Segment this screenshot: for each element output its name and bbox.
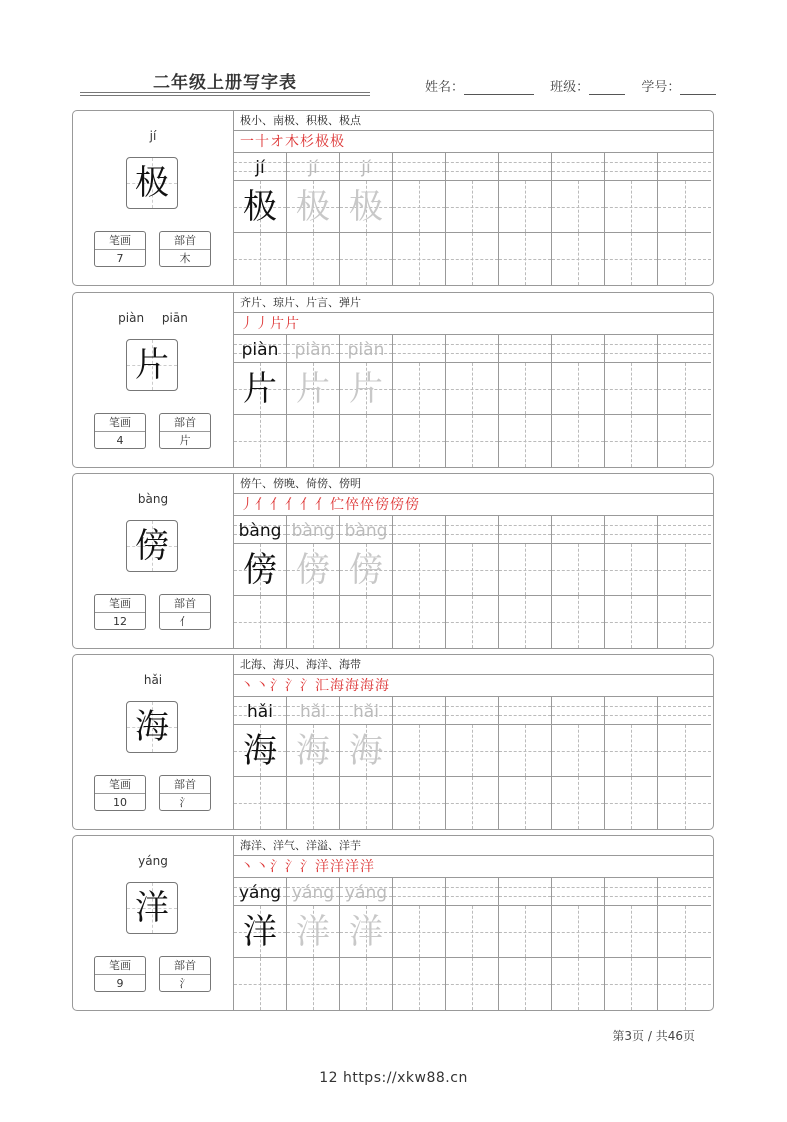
stroke-count-value: 12 <box>113 615 127 628</box>
radical-value: 木 <box>179 252 191 265</box>
name-field[interactable] <box>425 76 534 95</box>
blank-writing-cell[interactable] <box>658 777 711 829</box>
blank-writing-cell[interactable] <box>658 958 711 1010</box>
character-writing-cell[interactable] <box>446 906 499 958</box>
character-pinyin: bàng <box>137 492 169 506</box>
stroke-step: 亻 <box>270 497 284 513</box>
pinyin-trace: piàn <box>294 340 332 360</box>
pinyin-trace: hǎi <box>353 702 379 722</box>
footer-url: 12 https://xkw88.cn <box>319 1070 468 1086</box>
character-writing-cell[interactable] <box>340 906 393 958</box>
practice-panel <box>234 655 713 829</box>
stroke-step: 丶 <box>255 859 269 875</box>
radical-box <box>159 956 211 992</box>
character-pinyin: jí <box>149 129 157 143</box>
character-trace: 极 <box>296 187 330 227</box>
pinyin-writing-cell[interactable] <box>287 335 340 363</box>
pinyin-trace: hǎi <box>300 702 326 722</box>
stroke-step: 倅 <box>345 497 359 513</box>
blank-writing-cell[interactable] <box>552 596 605 648</box>
character-sample: 洋 <box>243 912 277 952</box>
radical-label: 部首 <box>160 414 210 432</box>
character-pinyin: yáng <box>138 854 168 868</box>
pinyin-writing-cell[interactable] <box>552 516 605 544</box>
stroke-step: 傍 <box>405 497 419 513</box>
pinyin-sample: piàn <box>241 340 279 360</box>
pinyin-trace: piàn <box>347 340 385 360</box>
name-blank[interactable] <box>464 80 534 95</box>
character-card <box>72 110 714 286</box>
pinyin-writing-cell[interactable] <box>340 516 393 544</box>
character-writing-cell[interactable] <box>393 906 446 958</box>
character-writing-cell[interactable] <box>658 181 711 233</box>
stroke-step: 氵 <box>285 859 299 875</box>
pinyin-writing-cell[interactable] <box>340 335 393 363</box>
blank-writing-cell[interactable] <box>499 233 552 285</box>
pinyin-writing-cell[interactable] <box>446 335 499 363</box>
id-label: 学号： <box>641 80 681 95</box>
writing-grid <box>234 153 713 285</box>
character-writing-cell[interactable] <box>552 363 605 415</box>
character-writing-cell[interactable] <box>658 544 711 596</box>
stroke-step: 海 <box>345 678 359 694</box>
character-writing-cell[interactable] <box>499 181 552 233</box>
character-writing-cell[interactable] <box>287 363 340 415</box>
page-number: 第3页 / 共46页 <box>612 1029 695 1043</box>
stroke-order-row <box>234 675 713 697</box>
stroke-step: 洋 <box>315 859 329 875</box>
blank-writing-cell[interactable] <box>658 233 711 285</box>
pinyin-trace: bàng <box>344 521 388 541</box>
radical-box <box>159 594 211 630</box>
character-info-panel <box>73 655 234 829</box>
stroke-step: 一 <box>240 134 254 150</box>
stroke-count-label: 笔画 <box>95 414 145 432</box>
character-writing-cell[interactable] <box>658 725 711 777</box>
pinyin-writing-cell[interactable] <box>340 153 393 181</box>
blank-writing-cell[interactable] <box>446 233 499 285</box>
practice-panel <box>234 111 713 285</box>
pinyin-writing-cell[interactable] <box>446 516 499 544</box>
blank-writing-cell[interactable] <box>552 777 605 829</box>
writing-grid <box>234 335 713 467</box>
character-card <box>72 473 714 649</box>
pinyin-writing-cell[interactable] <box>605 516 658 544</box>
character-writing-cell[interactable] <box>658 906 711 958</box>
pinyin-writing-cell[interactable] <box>287 697 340 725</box>
radical-box <box>159 413 211 449</box>
blank-writing-cell[interactable] <box>658 596 711 648</box>
stroke-step: 亻 <box>300 497 314 513</box>
example-words: 海洋、洋气、洋溢、洋芋 <box>234 836 713 856</box>
id-blank[interactable] <box>680 80 716 95</box>
character-sample: 片 <box>243 369 277 409</box>
stroke-count-value: 7 <box>116 252 124 265</box>
character-display-box <box>126 520 178 572</box>
stroke-count-label: 笔画 <box>95 232 145 250</box>
pinyin-writing-cell[interactable] <box>658 335 711 363</box>
pinyin-writing-cell[interactable] <box>393 335 446 363</box>
character-writing-cell[interactable] <box>234 544 287 596</box>
character-glyph: 傍 <box>135 526 169 566</box>
character-writing-cell[interactable] <box>393 544 446 596</box>
class-blank[interactable] <box>589 80 625 95</box>
radical-label: 部首 <box>160 776 210 794</box>
example-words: 齐片、琼片、片言、弹片 <box>234 293 713 313</box>
character-display-box <box>126 701 178 753</box>
blank-writing-cell[interactable] <box>605 596 658 648</box>
stroke-step: 木 <box>285 134 299 150</box>
character-writing-cell[interactable] <box>605 544 658 596</box>
blank-writing-cell[interactable] <box>552 233 605 285</box>
practice-panel <box>234 293 713 467</box>
blank-writing-cell[interactable] <box>393 777 446 829</box>
pinyin-trace: jí <box>361 158 371 178</box>
radical-value: 氵 <box>179 796 191 809</box>
pinyin-writing-cell[interactable] <box>287 516 340 544</box>
stroke-step: オ <box>270 134 284 150</box>
stroke-count-box <box>94 956 146 992</box>
stroke-step: 氵 <box>300 859 314 875</box>
character-writing-cell[interactable] <box>446 181 499 233</box>
class-label: 班级： <box>550 80 590 95</box>
stroke-step: 氵 <box>300 678 314 694</box>
blank-writing-cell[interactable] <box>234 233 287 285</box>
stroke-step: 片 <box>285 316 299 332</box>
character-writing-cell[interactable] <box>499 544 552 596</box>
stroke-step: 片 <box>270 316 284 332</box>
character-glyph: 洋 <box>135 888 169 928</box>
blank-writing-cell[interactable] <box>393 958 446 1010</box>
stroke-step: 丿 <box>255 316 269 332</box>
pinyin-writing-cell[interactable] <box>605 878 658 906</box>
pinyin-sample: hǎi <box>247 702 273 722</box>
blank-writing-cell[interactable] <box>287 415 340 467</box>
pinyin-writing-cell[interactable] <box>499 335 552 363</box>
character-writing-cell[interactable] <box>552 906 605 958</box>
stroke-step: 亻 <box>315 497 329 513</box>
pinyin-trace: yáng <box>344 883 388 903</box>
practice-panel <box>234 474 713 648</box>
radical-label: 部首 <box>160 232 210 250</box>
character-info-panel <box>73 836 234 1010</box>
blank-writing-cell[interactable] <box>446 958 499 1010</box>
stroke-step: 汇 <box>315 678 329 694</box>
pinyin-writing-cell[interactable] <box>658 516 711 544</box>
pinyin-writing-cell[interactable] <box>658 878 711 906</box>
character-writing-cell[interactable] <box>287 181 340 233</box>
stroke-count-value: 9 <box>116 977 124 990</box>
character-writing-cell[interactable] <box>605 181 658 233</box>
writing-grid <box>234 697 713 829</box>
pinyin-writing-cell[interactable] <box>340 697 393 725</box>
blank-writing-cell[interactable] <box>287 958 340 1010</box>
stroke-count-label: 笔画 <box>95 957 145 975</box>
character-writing-cell[interactable] <box>234 181 287 233</box>
character-pinyin: hǎi <box>143 673 163 687</box>
character-display-box <box>126 882 178 934</box>
character-pinyin: piàn piān <box>118 311 188 325</box>
character-writing-cell[interactable] <box>552 725 605 777</box>
character-writing-cell[interactable] <box>446 363 499 415</box>
character-card <box>72 835 714 1011</box>
stroke-step: 倅 <box>360 497 374 513</box>
page-title: 二年级上册写字表 <box>153 73 297 93</box>
stroke-step: 氵 <box>285 678 299 694</box>
blank-writing-cell[interactable] <box>605 233 658 285</box>
blank-writing-cell[interactable] <box>605 958 658 1010</box>
pinyin-writing-cell[interactable] <box>234 153 287 181</box>
stroke-step: 亻 <box>255 497 269 513</box>
title-underline-2 <box>80 95 370 96</box>
pinyin-writing-cell[interactable] <box>446 697 499 725</box>
practice-panel <box>234 836 713 1010</box>
pinyin-writing-cell[interactable] <box>446 153 499 181</box>
blank-writing-cell[interactable] <box>340 233 393 285</box>
stroke-step: 丶 <box>255 678 269 694</box>
radical-label: 部首 <box>160 957 210 975</box>
stroke-step: 傍 <box>390 497 404 513</box>
character-glyph: 片 <box>135 345 169 385</box>
character-writing-cell[interactable] <box>393 363 446 415</box>
character-writing-cell[interactable] <box>287 544 340 596</box>
pinyin-sample: jí <box>255 158 265 178</box>
radical-box <box>159 775 211 811</box>
character-writing-cell[interactable] <box>393 725 446 777</box>
character-writing-cell[interactable] <box>287 725 340 777</box>
pinyin-writing-cell[interactable] <box>340 878 393 906</box>
character-writing-cell[interactable] <box>234 906 287 958</box>
pinyin-writing-cell[interactable] <box>234 335 287 363</box>
character-writing-cell[interactable] <box>287 906 340 958</box>
stroke-step: 海 <box>330 678 344 694</box>
stroke-count-box <box>94 594 146 630</box>
character-trace: 洋 <box>349 912 383 952</box>
character-display-box <box>126 339 178 391</box>
character-info-panel <box>73 474 234 648</box>
character-writing-cell[interactable] <box>552 181 605 233</box>
stroke-count-value: 4 <box>116 434 124 447</box>
character-writing-cell[interactable] <box>234 725 287 777</box>
blank-writing-cell[interactable] <box>605 415 658 467</box>
title-underline <box>80 92 370 93</box>
example-words: 傍午、傍晚、倚傍、傍明 <box>234 474 713 494</box>
stroke-count-value: 10 <box>113 796 127 809</box>
stroke-step: 丿 <box>240 316 254 332</box>
character-trace: 傍 <box>349 550 383 590</box>
character-writing-cell[interactable] <box>605 725 658 777</box>
character-writing-cell[interactable] <box>340 181 393 233</box>
character-info-panel <box>73 111 234 285</box>
pinyin-trace: jí <box>308 158 318 178</box>
pinyin-writing-cell[interactable] <box>658 697 711 725</box>
blank-writing-cell[interactable] <box>499 596 552 648</box>
pinyin-writing-cell[interactable] <box>605 153 658 181</box>
writing-grid <box>234 516 713 648</box>
radical-label: 部首 <box>160 595 210 613</box>
radical-value: 片 <box>179 434 191 447</box>
pinyin-writing-cell[interactable] <box>499 516 552 544</box>
stroke-step: 傍 <box>375 497 389 513</box>
pinyin-sample: yáng <box>238 883 282 903</box>
blank-writing-cell[interactable] <box>234 958 287 1010</box>
character-writing-cell[interactable] <box>499 906 552 958</box>
character-glyph: 极 <box>135 163 169 203</box>
stroke-step: 极 <box>330 134 344 150</box>
blank-writing-cell[interactable] <box>393 415 446 467</box>
character-sample: 海 <box>243 731 277 771</box>
pinyin-writing-cell[interactable] <box>234 516 287 544</box>
stroke-count-box <box>94 231 146 267</box>
stroke-step: 海 <box>375 678 389 694</box>
blank-writing-cell[interactable] <box>234 415 287 467</box>
blank-writing-cell[interactable] <box>234 596 287 648</box>
stroke-step: 丶 <box>240 859 254 875</box>
pinyin-writing-cell[interactable] <box>234 878 287 906</box>
character-writing-cell[interactable] <box>340 725 393 777</box>
stroke-step: 极 <box>315 134 329 150</box>
pinyin-trace: yáng <box>291 883 335 903</box>
blank-writing-cell[interactable] <box>499 777 552 829</box>
pinyin-writing-cell[interactable] <box>287 878 340 906</box>
pinyin-writing-cell[interactable] <box>552 878 605 906</box>
character-writing-cell[interactable] <box>552 544 605 596</box>
stroke-count-label: 笔画 <box>95 595 145 613</box>
stroke-count-box <box>94 775 146 811</box>
blank-writing-cell[interactable] <box>446 777 499 829</box>
stroke-step: 氵 <box>270 678 284 694</box>
stroke-step: 十 <box>255 134 269 150</box>
character-writing-cell[interactable] <box>446 544 499 596</box>
pinyin-writing-cell[interactable] <box>446 878 499 906</box>
character-writing-cell[interactable] <box>234 363 287 415</box>
stroke-order-row <box>234 131 713 153</box>
character-trace: 海 <box>296 731 330 771</box>
pinyin-writing-cell[interactable] <box>552 697 605 725</box>
blank-writing-cell[interactable] <box>658 415 711 467</box>
character-writing-cell[interactable] <box>499 725 552 777</box>
character-trace: 傍 <box>296 550 330 590</box>
pinyin-writing-cell[interactable] <box>393 878 446 906</box>
pinyin-writing-cell[interactable] <box>552 335 605 363</box>
blank-writing-cell[interactable] <box>446 596 499 648</box>
blank-writing-cell[interactable] <box>552 958 605 1010</box>
blank-writing-cell[interactable] <box>287 777 340 829</box>
stroke-step: 丿 <box>240 497 254 513</box>
blank-writing-cell[interactable] <box>340 777 393 829</box>
blank-writing-cell[interactable] <box>287 596 340 648</box>
blank-writing-cell[interactable] <box>446 415 499 467</box>
character-trace: 海 <box>349 731 383 771</box>
pinyin-writing-cell[interactable] <box>499 878 552 906</box>
pinyin-writing-cell[interactable] <box>658 153 711 181</box>
stroke-step: 伫 <box>330 497 344 513</box>
stroke-step: 洋 <box>330 859 344 875</box>
pinyin-writing-cell[interactable] <box>605 335 658 363</box>
character-writing-cell[interactable] <box>605 906 658 958</box>
character-trace: 片 <box>296 369 330 409</box>
blank-writing-cell[interactable] <box>499 958 552 1010</box>
stroke-order-row <box>234 313 713 335</box>
writing-grid <box>234 878 713 1010</box>
stroke-step: 洋 <box>345 859 359 875</box>
pinyin-writing-cell[interactable] <box>393 153 446 181</box>
stroke-step: 丶 <box>240 678 254 694</box>
pinyin-writing-cell[interactable] <box>234 697 287 725</box>
class-field[interactable] <box>550 76 625 95</box>
student-info-fields <box>425 76 728 95</box>
character-display-box <box>126 157 178 209</box>
pinyin-sample: bàng <box>238 521 282 541</box>
character-card <box>72 292 714 468</box>
blank-writing-cell[interactable] <box>234 777 287 829</box>
character-trace: 洋 <box>296 912 330 952</box>
stroke-order-row <box>234 856 713 878</box>
stroke-step: 亻 <box>285 497 299 513</box>
pinyin-writing-cell[interactable] <box>605 697 658 725</box>
name-label: 姓名： <box>425 80 465 95</box>
character-writing-cell[interactable] <box>499 363 552 415</box>
stroke-step: 氵 <box>270 859 284 875</box>
character-writing-cell[interactable] <box>393 181 446 233</box>
character-writing-cell[interactable] <box>446 725 499 777</box>
character-trace: 片 <box>349 369 383 409</box>
stroke-step: 洋 <box>360 859 374 875</box>
character-card <box>72 654 714 830</box>
stroke-step: 杉 <box>300 134 314 150</box>
character-writing-cell[interactable] <box>605 363 658 415</box>
character-glyph: 海 <box>135 707 169 747</box>
character-trace: 极 <box>349 187 383 227</box>
example-words: 极小、南极、积极、极点 <box>234 111 713 131</box>
pinyin-writing-cell[interactable] <box>393 697 446 725</box>
character-writing-cell[interactable] <box>340 544 393 596</box>
stroke-step: 海 <box>360 678 374 694</box>
blank-writing-cell[interactable] <box>340 415 393 467</box>
stroke-count-box <box>94 413 146 449</box>
worksheet-header <box>80 62 720 102</box>
character-writing-cell[interactable] <box>658 363 711 415</box>
character-sample: 傍 <box>243 550 277 590</box>
pinyin-writing-cell[interactable] <box>393 516 446 544</box>
blank-writing-cell[interactable] <box>552 415 605 467</box>
blank-writing-cell[interactable] <box>393 596 446 648</box>
blank-writing-cell[interactable] <box>287 233 340 285</box>
character-writing-cell[interactable] <box>340 363 393 415</box>
pinyin-writing-cell[interactable] <box>552 153 605 181</box>
blank-writing-cell[interactable] <box>499 415 552 467</box>
blank-writing-cell[interactable] <box>340 958 393 1010</box>
id-field[interactable] <box>641 76 716 95</box>
character-sample: 极 <box>243 187 277 227</box>
pinyin-trace: bàng <box>291 521 335 541</box>
blank-writing-cell[interactable] <box>340 596 393 648</box>
stroke-order-row <box>234 494 713 516</box>
pinyin-writing-cell[interactable] <box>499 153 552 181</box>
stroke-count-label: 笔画 <box>95 776 145 794</box>
blank-writing-cell[interactable] <box>393 233 446 285</box>
pinyin-writing-cell[interactable] <box>499 697 552 725</box>
radical-value: 氵 <box>179 977 191 990</box>
radical-value: 亻 <box>179 615 191 628</box>
example-words: 北海、海贝、海洋、海带 <box>234 655 713 675</box>
blank-writing-cell[interactable] <box>605 777 658 829</box>
pinyin-writing-cell[interactable] <box>287 153 340 181</box>
radical-box <box>159 231 211 267</box>
character-info-panel <box>73 293 234 467</box>
